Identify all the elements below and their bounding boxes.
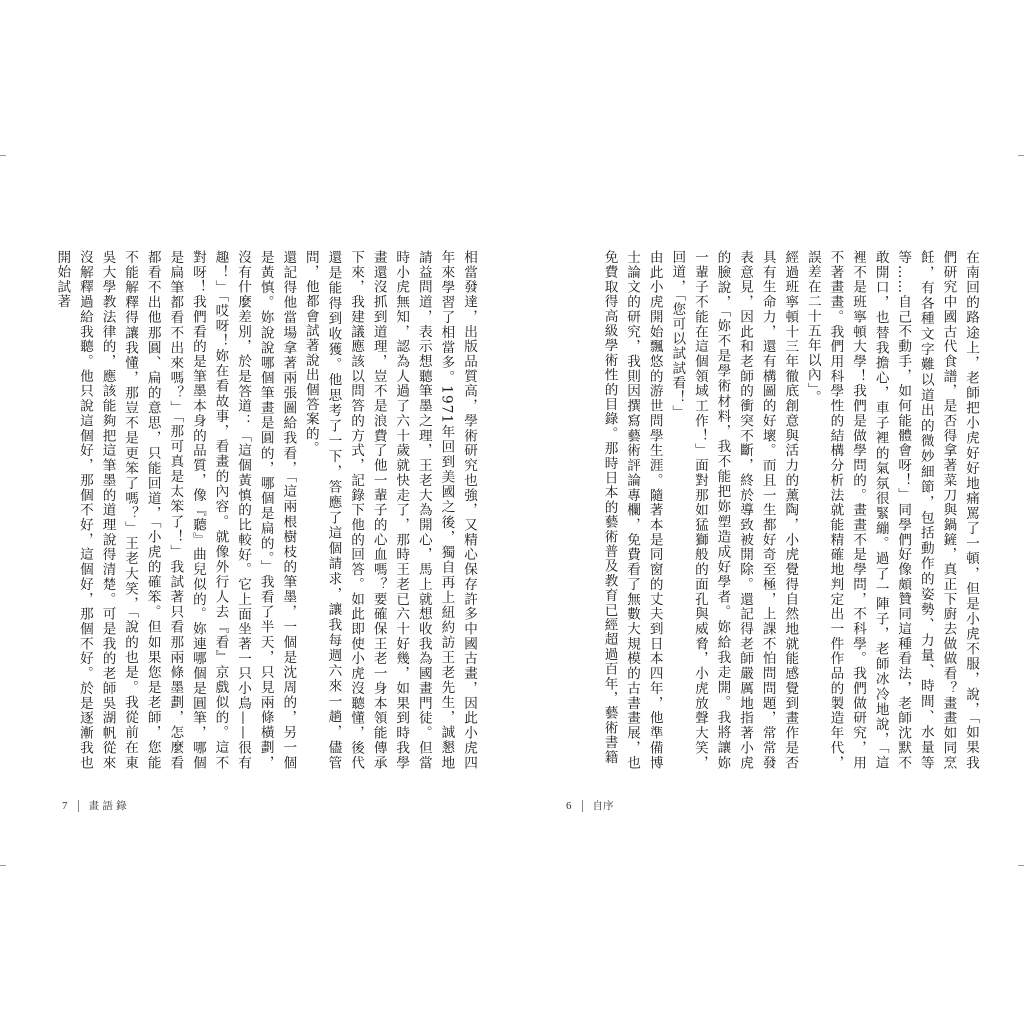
running-title: 畫 語 錄 [88, 800, 127, 812]
paragraph: 由此小虎開始飄悠的游世問學生涯。隨著本是同窗的丈夫到日本四年，他準備博士論文的研究，我則因撰寫藝術評論專欄，免費看了無數大規模的古書畫展，也免費取得高級學術性的目錄。那時日本的藝術普及教育已經超過百年，藝術書籍 [601, 250, 663, 770]
page-footer [566, 798, 614, 813]
paragraph: 在南回的路途上，老師把小虎好好地痛罵了一頓，但是小虎不服，說，「如果我們研究中國古代食譜，是否得拿著菜刀與鍋鏟，真正下廚去做做看？畫畫如同烹飪，有各種文字難以道出的微妙細節，包括動作的姿勢、力量、時間、水量等等……自己不動手，如何能體會呀！」同學們好像頗贊同這種看法，老師沈默不敢開口，也替我擔心，車子裡的氣氛很緊繃。過了一陣子，老師冰冷地說，「這裡不是班寧頓大學！我們是做學問的。畫畫不是學問，不科學。我們做研究，用不著畫畫。我們用科學性的結構分析法就能精確地判定出一件作品的製造年代，誤差在二十五年以內」。 [804, 250, 979, 770]
paragraph: 相當發達，出版品質高，學術研究也強，又精心保存許多中國古畫，因此小虎四年來學習了相當多。1971年回到美國之後，獨自再上紐約訪王老先生，誠懇地請益問道，表示想聽筆墨之理，王老大為開心，馬上就想收我為國畫門徒。但當時小虎無知，認為人過了六十歲就快走了，那時王老已六十好幾，如果到時我學畫還沒抓到道理，豈不是浪費了他一輩子的心血嗎？要確保王老一身本領能傳承下來，我建議應該以問答的方式，記錄下他的回答。如此即使小虎沒聽懂，後代還是能得到收獲。他思考了一下，答應了這個請求，讓我每週六來一趟，儘管問，他都會試著說出個答案的。 [302, 250, 477, 770]
running-title: 自序 [592, 800, 614, 812]
right-page [512, 0, 1024, 1024]
footer-divider [78, 800, 79, 812]
page-number: 7 [62, 799, 68, 812]
footer-divider [582, 800, 583, 812]
paragraph: 經過班寧頓十三年徹底創意與活力的薰陶，小虎覺得自然地就能感覺到畫作是否具有生命力，還有構圖的好壞。而且一生都好奇至極，上課不怕問問題，常常發表意見，因此和老師的衝突不斷，終於導致被開除。還記得老師嚴厲地指著小虎的臉說，「妳不是學術材料，我不能把妳塑造成好學者。妳給我走開。我將讓妳一輩子不能在這個領域工作！」面對那如猛獅般的面孔與威脅，小虎放聲大笑，回道，「您可以試試看！」 [669, 250, 799, 770]
page-number: 6 [566, 799, 572, 812]
paragraph: 還記得他當場拿著兩張圖給我看，「這兩根樹枝的筆墨，一個是沈周的，另一個是黃慎。妳說說哪個筆畫是圓的，哪個是扁的。」我看了半天，只見兩條橫劃，沒有什麼差別，於是答道：「這個黃慎的比較好。它上面坐著一只小鳥——很有趣！」「哎呀！妳在看故事，看畫的內容。就像外行人去『看』京戲似的。這不對呀！我們看的是筆墨本身的品質，像『聽』曲兒似的。妳連哪個是圓筆，哪個是扁筆都看不出來嗎？」「那可真是太笨了！」我試著只看那兩條墨劃，怎麼看都看不出他那圓、扁的意思，只能回道，「小虎的確笨。但如果您是老師，您能不能解釋得讓我懂，那豈不是更笨了嗎？」王老大笑，「說的也是。我從前在東吳大學教法律的，應該能夠把這筆墨的道理說得清楚。可是我的老師吳湖帆從來沒解釋過給我聽。他只說這個好，那個不好，這個好，那個不好。於是逐漸我也開始試著 [54, 250, 297, 770]
left-page-body [54, 250, 480, 770]
right-page-body [562, 250, 982, 770]
page-footer [62, 798, 127, 813]
